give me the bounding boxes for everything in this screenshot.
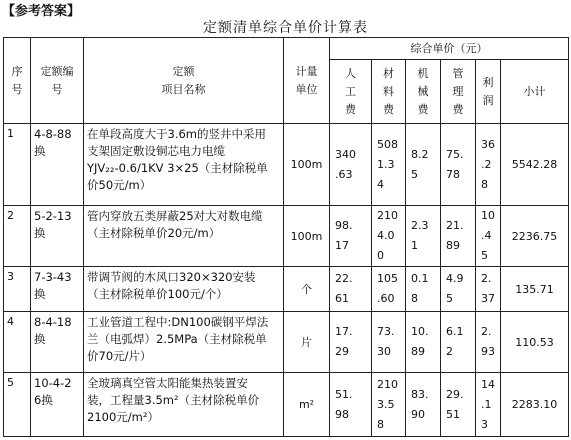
cell-material: 210 3.5 8	[372, 373, 406, 437]
cell-material: 105 .60	[372, 267, 406, 312]
cell-code: 5-2-13 换	[31, 206, 84, 267]
cell-machine: 10. 89	[406, 312, 441, 373]
cell-seq: 5	[4, 373, 31, 437]
cell-machine: 8.2 5	[406, 124, 441, 206]
header-unit: 计量 单位	[284, 38, 330, 124]
cell-material: 508 1.3 4	[372, 124, 406, 206]
header-composite-price: 综合单价（元）	[330, 38, 569, 60]
header-code: 定额编 号	[31, 38, 84, 124]
cell-seq: 4	[4, 312, 31, 373]
cell-subtotal: 2283.10	[501, 373, 569, 437]
cell-unit: 100m	[284, 206, 330, 267]
cell-profit: 2. 37	[476, 267, 501, 312]
cell-machine: 83. 90	[406, 373, 441, 437]
table-row	[4, 373, 569, 437]
cell-profit: 14 .1 3	[476, 373, 501, 437]
cell-material: 73. 30	[372, 312, 406, 373]
header-labor: 人 工 费	[330, 60, 372, 124]
cell-labor: 340 .63	[330, 124, 372, 206]
cell-subtotal: 2236.75	[501, 206, 569, 267]
cell-subtotal: 135.71	[501, 267, 569, 312]
table-title: 定额清单综合单价计算表	[203, 20, 368, 36]
cell-subtotal: 110.53	[501, 312, 569, 373]
cell-management: 4.9 5	[441, 267, 476, 312]
cell-management: 6.1 2	[441, 312, 476, 373]
cell-name: 全玻璃真空管太阳能集热装置安 装，工程量3.5m²（主材除税单价 2100元/m²）	[84, 373, 284, 437]
cell-labor: 22. 61	[330, 267, 372, 312]
cell-name: 在单段高度大于3.6m的竖井中采用 支架固定敷设铜芯电力电缆 YJV₂₂-0.6/1KV 3×25（主材除税单 价50元/m）	[84, 124, 284, 206]
cell-seq: 2	[4, 206, 31, 267]
header-management: 管 理 费	[441, 60, 476, 124]
cell-name: 工业管道工程中:DN100碳钢平焊法 兰（电弧焊）2.5MPa（主材除税单 价70元/片）	[84, 312, 284, 373]
cell-subtotal: 5542.28	[501, 124, 569, 206]
cell-unit: m²	[284, 373, 330, 437]
header-material: 材 料 费	[372, 60, 406, 124]
pricing-table	[3, 37, 569, 437]
table-row	[4, 124, 569, 206]
header-seq: 序 号	[4, 38, 31, 124]
cell-code: 8-4-18 换	[31, 312, 84, 373]
cell-labor: 17. 29	[330, 312, 372, 373]
cell-profit: 10 .4 5	[476, 206, 501, 267]
cell-seq: 1	[4, 124, 31, 206]
cell-management: 21. 89	[441, 206, 476, 267]
cell-unit: 100m	[284, 124, 330, 206]
cell-labor: 51. 98	[330, 373, 372, 437]
table-row	[4, 312, 569, 373]
cell-profit: 2. 93	[476, 312, 501, 373]
cell-name: 带调节阀的木风口320×320安装 （主材除税单价100元/个）	[84, 267, 284, 312]
header-machine: 机 械 费	[406, 60, 441, 124]
cell-machine: 2.3 1	[406, 206, 441, 267]
table-row	[4, 206, 569, 267]
cell-code: 4-8-88 换	[31, 124, 84, 206]
header-profit: 利 润	[476, 60, 501, 124]
cell-management: 75. 78	[441, 124, 476, 206]
cell-name: 管内穿放五类屏蔽25对大对数电缆 （主材除税单价20元/m）	[84, 206, 284, 267]
cell-machine: 0.1 8	[406, 267, 441, 312]
cell-unit: 个	[284, 267, 330, 312]
cell-labor: 98. 17	[330, 206, 372, 267]
header-name: 定额 项目名称	[84, 38, 284, 124]
table-row	[4, 267, 569, 312]
cell-profit: 36 .2 8	[476, 124, 501, 206]
header-subtotal: 小计	[501, 60, 569, 124]
cell-unit: 片	[284, 312, 330, 373]
cell-seq: 3	[4, 267, 31, 312]
answer-heading: 【参考答案】	[2, 4, 81, 19]
cell-code: 7-3-43 换	[31, 267, 84, 312]
cell-management: 29. 51	[441, 373, 476, 437]
cell-code: 10-4-2 6换	[31, 373, 84, 437]
cell-material: 210 4.0 0	[372, 206, 406, 267]
